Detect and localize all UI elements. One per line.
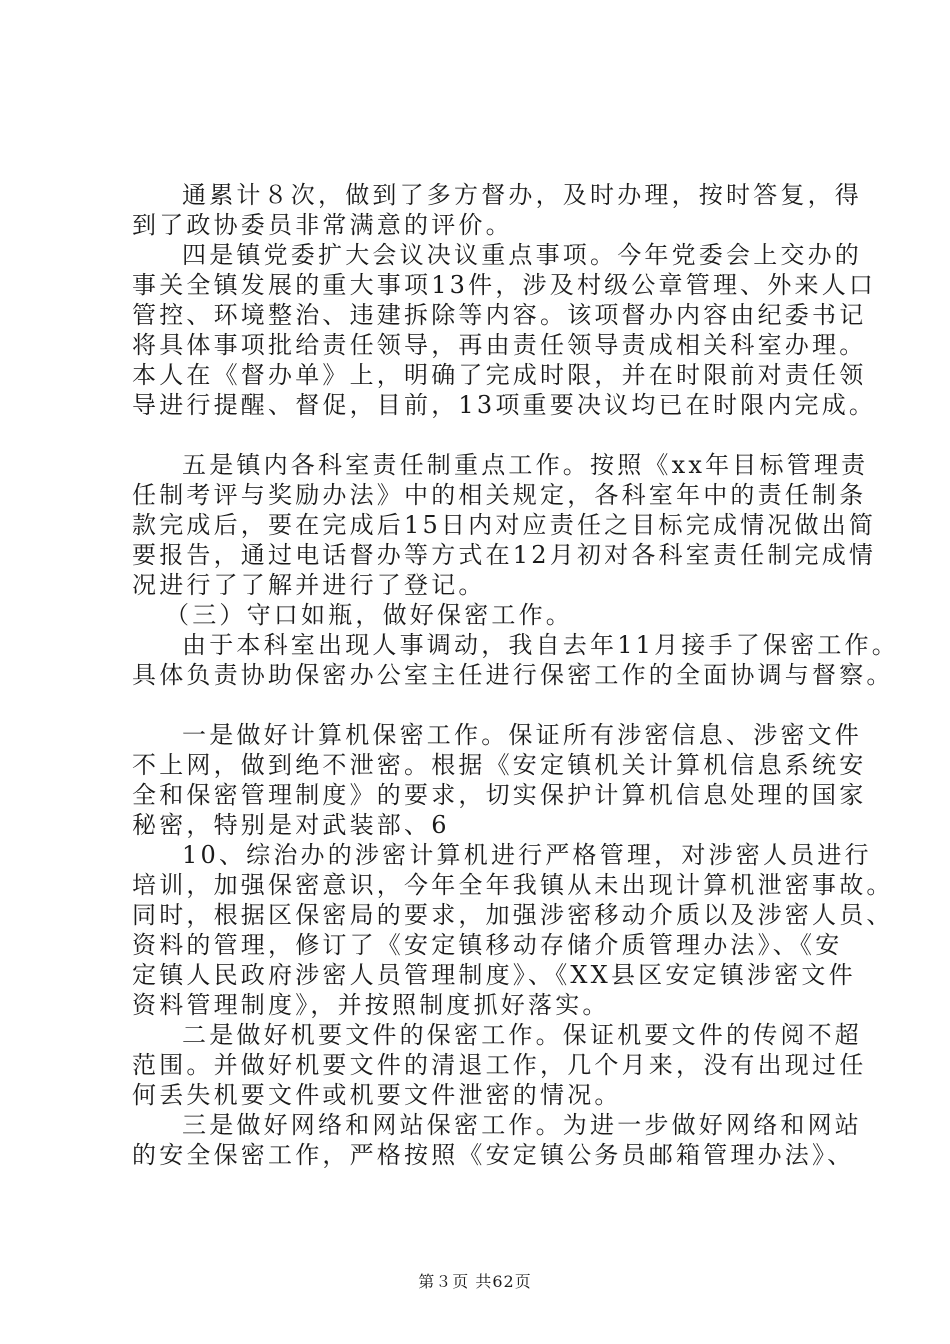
body-text-line: 何丢失机要文件或机要文件泄密的情况。 [132, 1081, 622, 1109]
body-text-line: 10、综治办的涉密计算机进行严格管理，对涉密人员进行 [182, 841, 872, 869]
body-text-line: 二是做好机要文件的保密工作。保证机要文件的传阅不超 [182, 1021, 862, 1049]
body-text-line: 三是做好网络和网站保密工作。为进一步做好网络和网站 [182, 1111, 862, 1139]
body-text-line: 秘密，特别是对武装部、6 [132, 811, 450, 839]
body-text-line: 资料管理制度》，并按照制度抓好落实。 [132, 991, 610, 1019]
body-text-line: 由于本科室出现人事调动，我自去年11月接手了保密工作。 [182, 631, 899, 659]
body-text-line: 资料的管理，修订了《安定镇移动存储介质管理办法》、《安 [132, 931, 843, 959]
section-heading: （三）守口如瓶，做好保密工作。 [165, 601, 573, 629]
body-text-line: 通累计８次，做到了多方督办，及时办理，按时答复，得 [182, 181, 862, 209]
body-text-line: 本人在《督办单》上，明确了完成时限，并在时限前对责任领 [132, 361, 867, 389]
body-text-line: 一是做好计算机保密工作。保证所有涉密信息、涉密文件 [182, 721, 862, 749]
page-number-footer: 第３页 共62页 [418, 1272, 532, 1291]
body-text-line: 四是镇党委扩大会议决议重点事项。今年党委会上交办的 [182, 241, 862, 269]
body-text-line: 的安全保密工作，严格按照《安定镇公务员邮箱管理办法》、 [132, 1141, 855, 1169]
body-text-line: 管控、环境整治、违建拆除等内容。该项督办内容由纪委书记 [132, 301, 867, 329]
body-text-line: 具体负责协助保密办公室主任进行保密工作的全面协调与督察。 [132, 661, 894, 689]
body-text-line: 全和保密管理制度》的要求，切实保护计算机信息处理的国家 [132, 781, 867, 809]
body-text-line: 培训，加强保密意识，今年全年我镇从未出现计算机泄密事故。 [132, 871, 894, 899]
body-text-line: 到了政协委员非常满意的评价。 [132, 211, 513, 239]
body-text-line: 范围。并做好机要文件的清退工作，几个月来，没有出现过任 [132, 1051, 867, 1079]
body-text-line: 将具体事项批给责任领导，再由责任领导责成相关科室办理。 [132, 331, 867, 359]
body-text-line: 况进行了了解并进行了登记。 [132, 571, 486, 599]
body-text-line: 款完成后，要在完成后15日内对应责任之目标完成情况做出简 [132, 511, 877, 539]
body-text-line: 任制考评与奖励办法》中的相关规定，各科室年中的责任制条 [132, 481, 867, 509]
body-text-line: 导进行提醒、督促，目前，13项重要决议均已在时限内完成。 [132, 391, 877, 419]
body-text-line: 不上网，做到绝不泄密。根据《安定镇机关计算机信息系统安 [132, 751, 867, 779]
body-text-line: 要报告，通过电话督办等方式在12月初对各科室责任制完成情 [132, 541, 877, 569]
body-text-line: 事关全镇发展的重大事项13件，涉及村级公章管理、外来人口 [132, 271, 877, 299]
body-text-line: 同时，根据区保密局的要求，加强涉密移动介质以及涉密人员、 [132, 901, 894, 929]
body-text-line: 定镇人民政府涉密人员管理制度》、《XX县区安定镇涉密文件 [132, 961, 856, 989]
body-text-line: 五是镇内各科室责任制重点工作。按照《xx年目标管理责 [182, 451, 869, 479]
